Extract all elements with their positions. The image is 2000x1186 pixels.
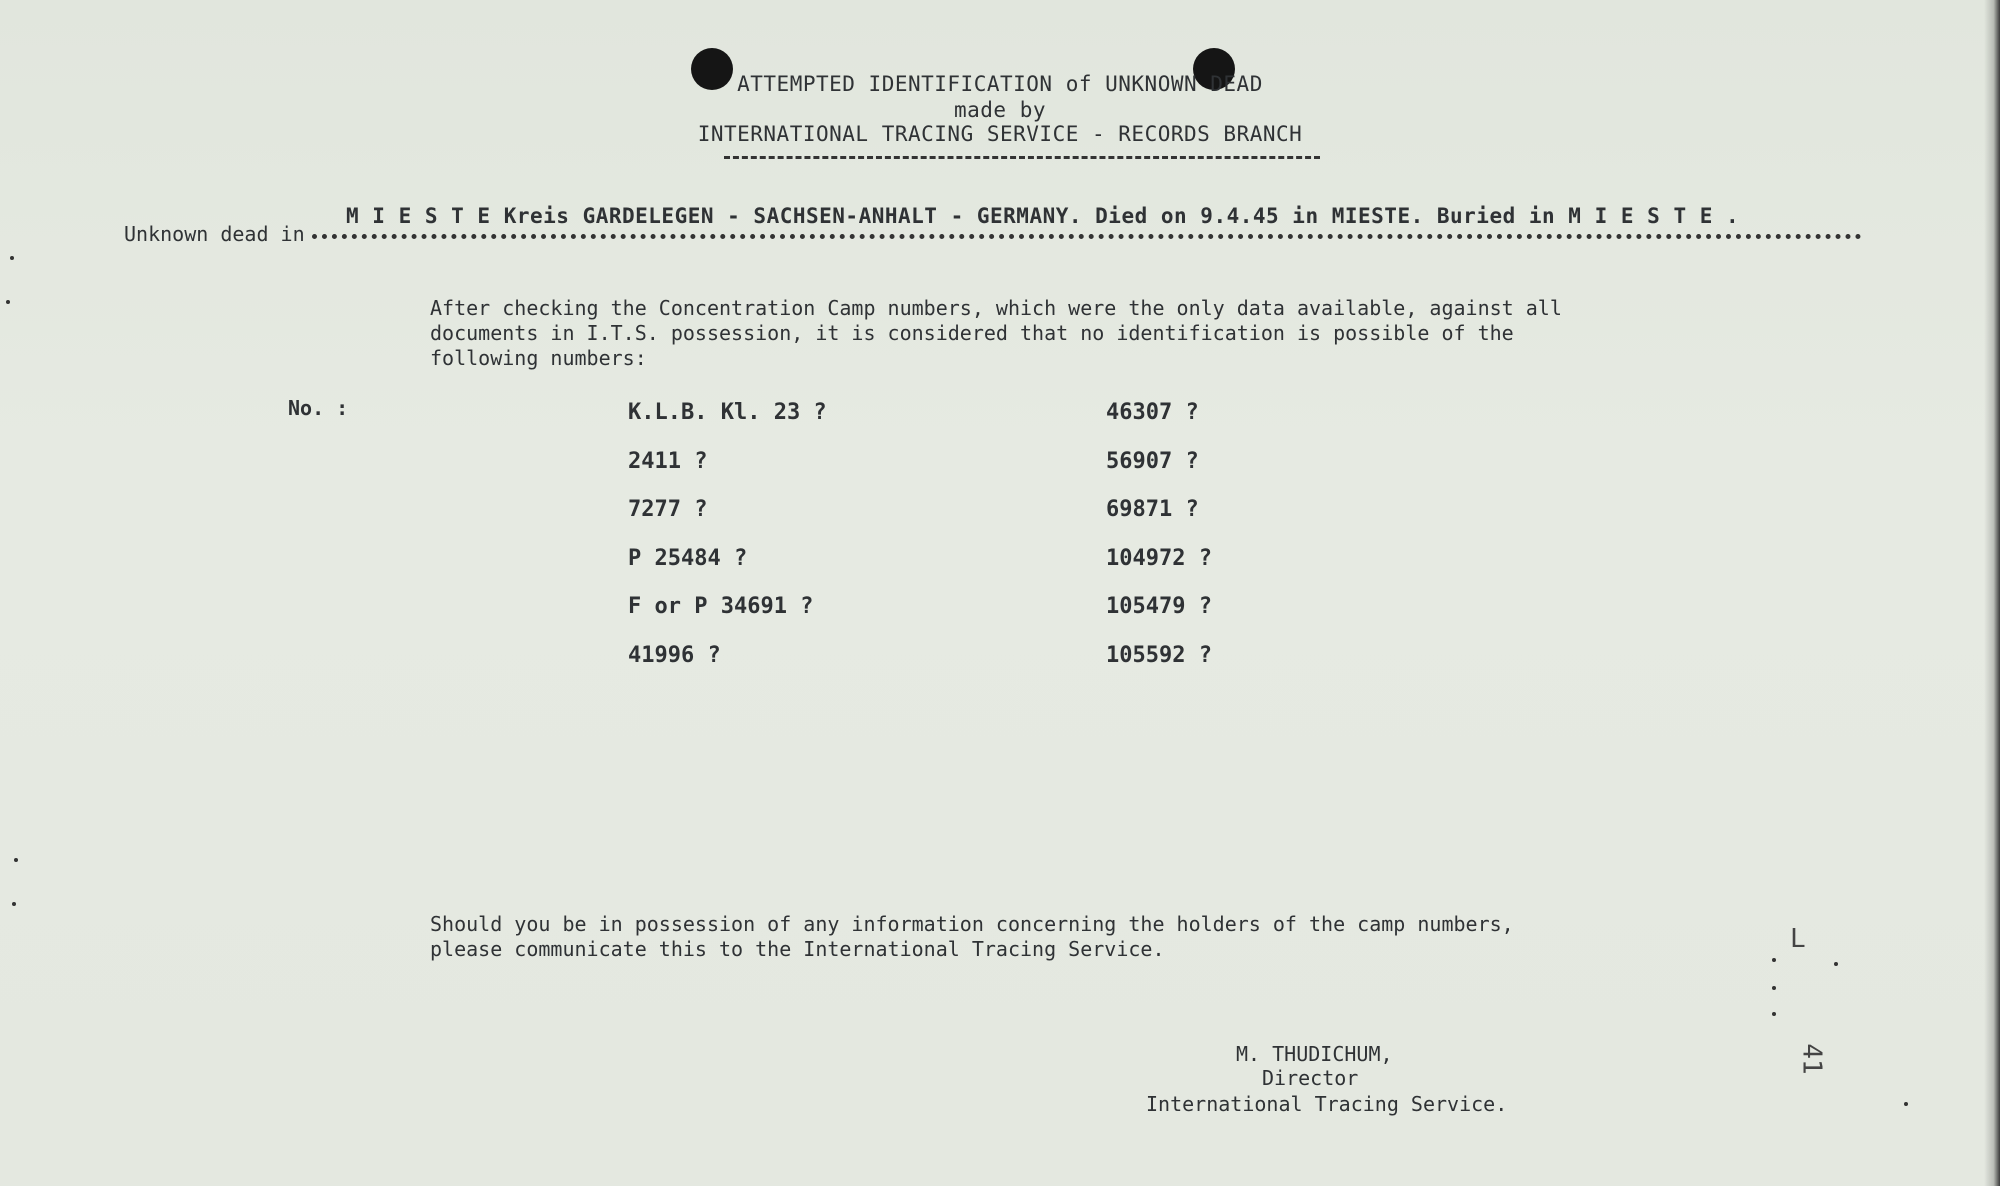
camp-number: P 25484 ? (628, 545, 748, 571)
body-line-2: documents in I.T.S. possession, it is considered that no identification is possible of the (430, 321, 1514, 345)
page-edge-shadow (1984, 0, 2000, 1186)
dotted-leader (312, 234, 1862, 239)
body-line-1: After checking the Concentration Camp numbers, which were the only data available, against all (430, 296, 1562, 320)
header-underline (724, 156, 1320, 159)
camp-number: 56907 ? (1106, 448, 1199, 474)
camp-number: 104972 ? (1106, 545, 1212, 571)
camp-number: 105592 ? (1106, 642, 1212, 668)
unknown-dead-label: Unknown dead in (124, 222, 305, 246)
camp-number: 41996 ? (628, 642, 721, 668)
body-line-3: following numbers: (430, 346, 647, 370)
speck (1834, 962, 1838, 966)
camp-number: 105479 ? (1106, 594, 1212, 619)
speck (14, 858, 18, 862)
numbers-label: No. : (288, 396, 349, 420)
camp-number: 7277 ? (628, 497, 708, 522)
camp-number: K.L.B. Kl. 23 ? (628, 400, 827, 425)
closing-line-2: please communicate this to the International Tracing Service. (430, 937, 1165, 961)
speck (12, 902, 16, 906)
speck (1772, 1012, 1776, 1016)
signature-name: M. THUDICHUM, (1236, 1042, 1393, 1066)
numbers-column-right (1106, 400, 1426, 691)
closing-line-1: Should you be in possession of any information concerning the holders of the camp numbers, (430, 912, 1514, 936)
signature-organization: International Tracing Service. (1146, 1092, 1508, 1116)
camp-number: 69871 ? (1106, 497, 1199, 522)
speck (6, 300, 10, 304)
location-details: M I E S T E Kreis GARDELEGEN - SACHSEN-ANHALT - GERMANY. Died on 9.4.45 in MIESTE. Buried in M I E S T E . (346, 204, 1740, 228)
speck (10, 256, 14, 260)
header-made-by: made by (953, 98, 1046, 122)
margin-mark-bottom: 41 (1796, 1043, 1827, 1075)
speck (1772, 986, 1776, 990)
camp-number: F or P 34691 ? (628, 594, 814, 619)
camp-number: 46307 ? (1106, 400, 1199, 425)
camp-number: 2411 ? (628, 448, 708, 474)
header-organization: INTERNATIONAL TRACING SERVICE - RECORDS BRANCH (697, 122, 1303, 146)
signature-title: Director (1262, 1066, 1359, 1090)
speck (1772, 958, 1776, 962)
margin-mark-top: L (1790, 924, 1806, 954)
header-title: ATTEMPTED IDENTIFICATION of UNKNOWN DEAD (737, 72, 1263, 96)
numbers-column-left (628, 400, 948, 691)
speck (1904, 1102, 1908, 1106)
